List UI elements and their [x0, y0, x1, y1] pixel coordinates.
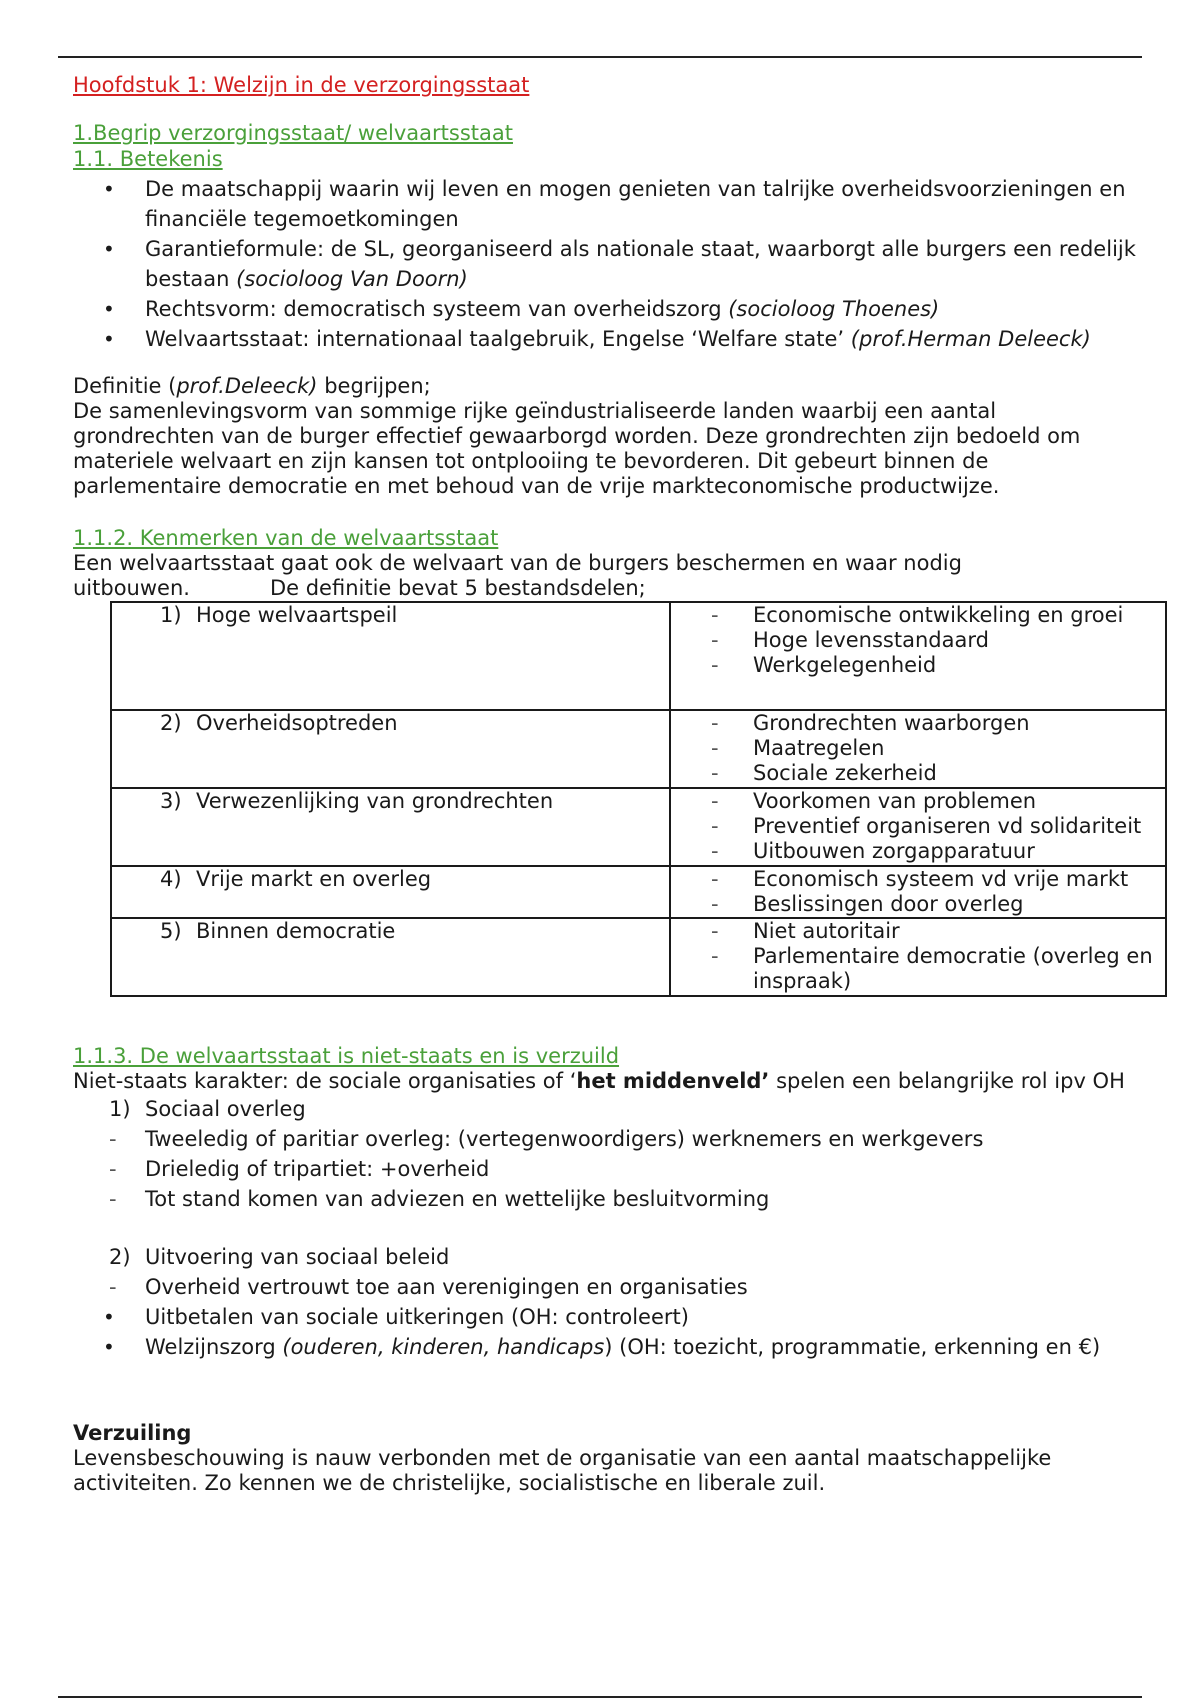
list-item: • Welvaartsstaat: internationaal taalgebruik, Engelse ‘Welfare state’ (prof.Herman Deleeck): [73, 324, 1143, 354]
list-item: - Tot stand komen van adviezen en wettelijke besluitvorming: [109, 1187, 770, 1211]
bullet-glyph: •: [103, 177, 115, 201]
list-item: • De maatschappij waarin wij leven en mogen genieten van talrijke overheidsvoorzieningen en financiële tegemoetkomingen: [73, 174, 1143, 234]
document-body: [73, 70, 1153, 1496]
verzuiling-text: Levensbeschouwing is nauw verbonden met de organisatie van een aantal maatschappelijke activiteiten. Zo kennen we de christelijke, socialistische en liberale zuil.: [73, 1446, 1052, 1495]
top-rule: [58, 56, 1142, 58]
table-row: 4) Vrije markt en overleg - Economisch systeem vd vrije markt - Beslissingen door overleg: [111, 866, 1166, 918]
list-item: 1) Sociaal overleg: [109, 1097, 306, 1121]
kenmerken-table: [110, 601, 1167, 997]
list-item: - Tweeledig of paritiar overleg: (vertegenwoordigers) werknemers en werkgevers: [109, 1127, 984, 1151]
bullet-glyph: •: [103, 1335, 115, 1359]
list-item: 2) Uitvoering van sociaal beleid: [109, 1245, 450, 1269]
list-item: • Garantieformule: de SL, georganiseerd als nationale staat, waarborgt alle burgers een redelijk bestaan (socioloog Van Doorn): [73, 234, 1143, 294]
bullet-glyph: •: [103, 327, 115, 351]
chapter-title: Hoofdstuk 1: Welzijn in de verzorgingsstaat: [73, 73, 530, 97]
kenmerken-intro: Een welvaartsstaat gaat ook de welvaart van de burgers beschermen en waar nodig uitbouwen. De definitie bevat 5 bestandsdelen;: [73, 551, 962, 600]
list-item: • Welzijnszorg (ouderen, kinderen, handicaps) (OH: toezicht, programmatie, erkenning en €): [73, 1332, 1143, 1362]
uitvoering-bullets: [73, 1302, 1143, 1362]
definition-label: Definitie (prof.Deleeck) begrijpen;: [73, 374, 431, 398]
niet-staats-intro: Niet-staats karakter: de sociale organisaties of ‘het middenveld’ spelen een belangrijke rol ipv OH: [73, 1069, 1125, 1093]
table-row: 2) Overheidsoptreden - Grondrechten waarborgen - Maatregelen - Sociale zekerheid: [111, 710, 1166, 788]
section-heading-kenmerken: 1.1.2. Kenmerken van de welvaartsstaat: [73, 526, 499, 550]
subsection-heading: 1.1. Betekenis: [73, 147, 223, 171]
table-row: 3) Verwezenlijking van grondrechten - Voorkomen van problemen - Preventief organiseren vd solidariteit - Uitbouwen zorgapparatuur: [111, 788, 1166, 866]
section-heading: 1.Begrip verzorgingsstaat/ welvaartsstaat: [73, 121, 513, 145]
bottom-rule: [58, 1696, 1142, 1698]
bullet-glyph: •: [103, 297, 115, 321]
definition-bullets: [73, 174, 1143, 354]
bullet-glyph: •: [103, 237, 115, 261]
list-item: • Uitbetalen van sociale uitkeringen (OH: controleert): [73, 1302, 1143, 1332]
definition-text: De samenlevingsvorm van sommige rijke geïndustrialiseerde landen waarbij een aantal grondrechten van de burger effectief gewaarborgd worden. Deze grondrechten zijn bedoeld om materiele welvaart en zijn kansen tot ontplooiing te bevorderen. Dit gebeurt binnen de parlementaire democratie en met behoud van de vrije markteconomische productwijze.: [73, 399, 1081, 498]
list-item: - Overheid vertrouwt toe aan verenigingen en organisaties: [109, 1275, 748, 1299]
verzuiling-heading: Verzuiling: [73, 1421, 192, 1445]
bullet-glyph: •: [103, 1305, 115, 1329]
table-row: 1) Hoge welvaartspeil - Economische ontwikkeling en groei - Hoge levensstandaard - Werkgelegenheid: [111, 602, 1166, 710]
list-item: - Drieledig of tripartiet: +overheid: [109, 1157, 490, 1181]
table-row: 5) Binnen democratie - Niet autoritair - Parlementaire democratie (overleg en inspraak): [111, 918, 1166, 996]
section-heading-niet-staats: 1.1.3. De welvaartsstaat is niet-staats en is verzuild: [73, 1044, 620, 1068]
list-item: • Rechtsvorm: democratisch systeem van overheidszorg (socioloog Thoenes): [73, 294, 1143, 324]
